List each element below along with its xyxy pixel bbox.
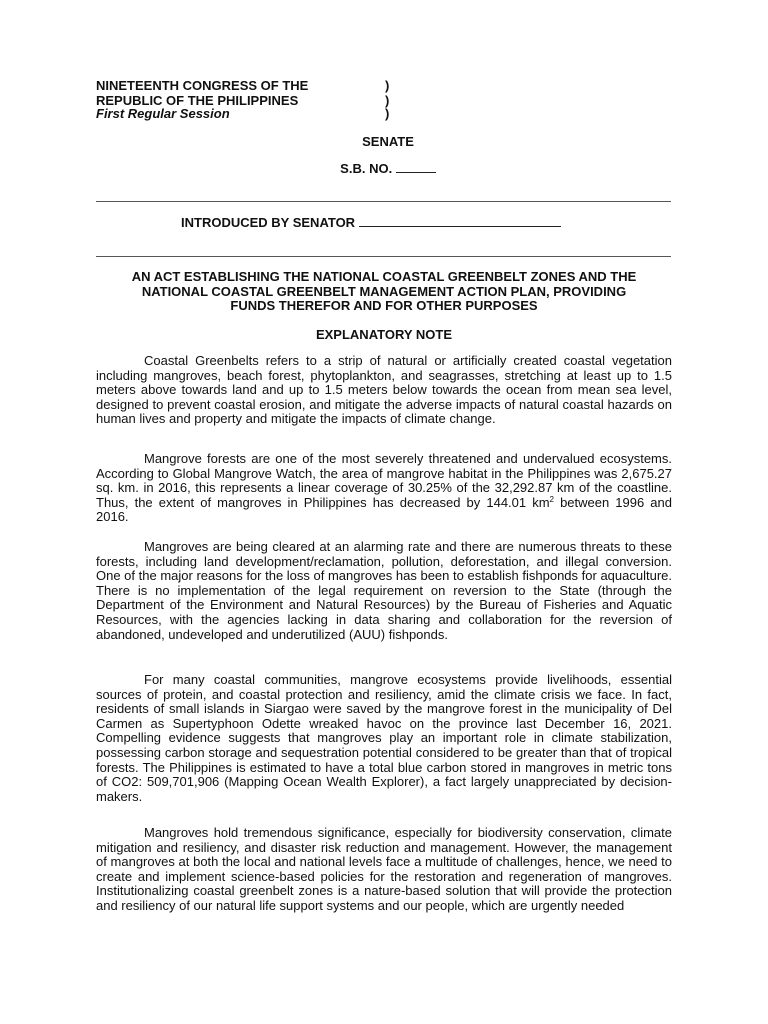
- act-title-line-1: AN ACT ESTABLISHING THE NATIONAL COASTAL GREENBELT ZONES AND THE: [131, 269, 637, 284]
- bill-number-label: S.B. NO.: [340, 161, 393, 176]
- bracket-2: ): [385, 93, 390, 108]
- paragraph-1: Coastal Greenbelts refers to a strip of natural or artificially created coastal vegetation including mangroves, beach forest, phytoplankton, and seagrasses, stretching at least up to 1.5 meters above towards land and up to 1.5 meters below towards the ocean from mean sea level, designed to prevent coastal erosion, and mitigate the adverse impacts of natural coastal hazards on human lives and property and mitigate the impacts of climate change.: [96, 353, 672, 427]
- introduced-label: INTRODUCED BY SENATOR: [181, 215, 356, 230]
- explanatory-note-heading: EXPLANATORY NOTE: [315, 327, 453, 342]
- paragraph-2-tail: between 1996 and 2016.: [96, 494, 672, 525]
- divider-bottom: [96, 256, 671, 257]
- superscript-2: 2: [549, 494, 554, 504]
- paragraph-5: Mangroves hold tremendous significance, especially for biodiversity conservation, climate mitigation and resiliency, and disaster risk reduction and management. However, the management of mangroves at both the local and national levels face a multitude of challenges, hence, we need to create and implement science-based policies for the restoration and regeneration of mangroves. Institutionalizing coastal greenbelt zones is a nature-based solution that will provide the protection and resiliency of our natural life support systems and our people, which are urgently needed: [96, 825, 672, 913]
- bracket-1: ): [385, 78, 390, 93]
- senator-name-blank: [359, 215, 561, 227]
- paragraph-3: Mangroves are being cleared at an alarming rate and there are numerous threats to these forests, including land development/reclamation, pollution, deforestation, and illegal conversion. One of the major reasons for the loss of mangroves has been to establish fishponds for aquaculture. There is no implementation of the legal requirement on reversion to the State (through the Department of the Environment and Natural Resources) by the Bureau of Fisheries and Aquatic Resources, with the agencies lacking in data sharing and collaboration for the reversion of abandoned, undeveloped and underutilized (AUU) fishponds.: [96, 539, 672, 642]
- bill-number-blank: [396, 161, 436, 173]
- introduced-line: [181, 215, 601, 230]
- act-title-line-2: NATIONAL COASTAL GREENBELT MANAGEMENT ACTION PLAN, PROVIDING: [141, 284, 627, 299]
- session-line: First Regular Session: [96, 106, 230, 121]
- act-title-line-3: FUNDS THEREFOR AND FOR OTHER PURPOSES: [230, 298, 538, 313]
- republic-line: REPUBLIC OF THE PHILIPPINES: [96, 93, 299, 108]
- congress-line: NINETEENTH CONGRESS OF THE: [96, 78, 309, 93]
- senate-heading: SENATE: [362, 134, 414, 149]
- paragraph-2-text: Mangrove forests are one of the most severely threatened and undervalued ecosystems. According to Global Mangrove Watch, the area of mangrove habitat in the Philippines was 2,675.27 sq. km. in 2016, this represents a linear coverage of 30.25% of the 32,292.87 km of the coastline. Thus, the extent of mangroves in Philippines has decreased by 144.01 km: [96, 451, 672, 510]
- paragraph-2: [96, 452, 672, 525]
- divider-top: [96, 201, 671, 202]
- paragraph-4: For many coastal communities, mangrove ecosystems provide livelihoods, essential sources of protein, and coastal protection and resiliency, amid the climate crisis we face. In fact, residents of small islands in Siargao were saved by the mangrove forest in the municipality of Del Carmen as Supertyphoon Odette wreaked havoc on the province last December 16, 2021. Compelling evidence suggests that mangroves play an important role in climate stabilization, possessing carbon storage and sequestration potential considered to be greater than that of tropical forests. The Philippines is estimated to have a total blue carbon stored in mangroves in metric tons of CO2: 509,701,906 (Mapping Ocean Wealth Explorer), a fact largely unappreciated by decision-makers.: [96, 672, 672, 804]
- bill-number-line: [268, 161, 508, 176]
- bracket-3: ): [385, 106, 390, 121]
